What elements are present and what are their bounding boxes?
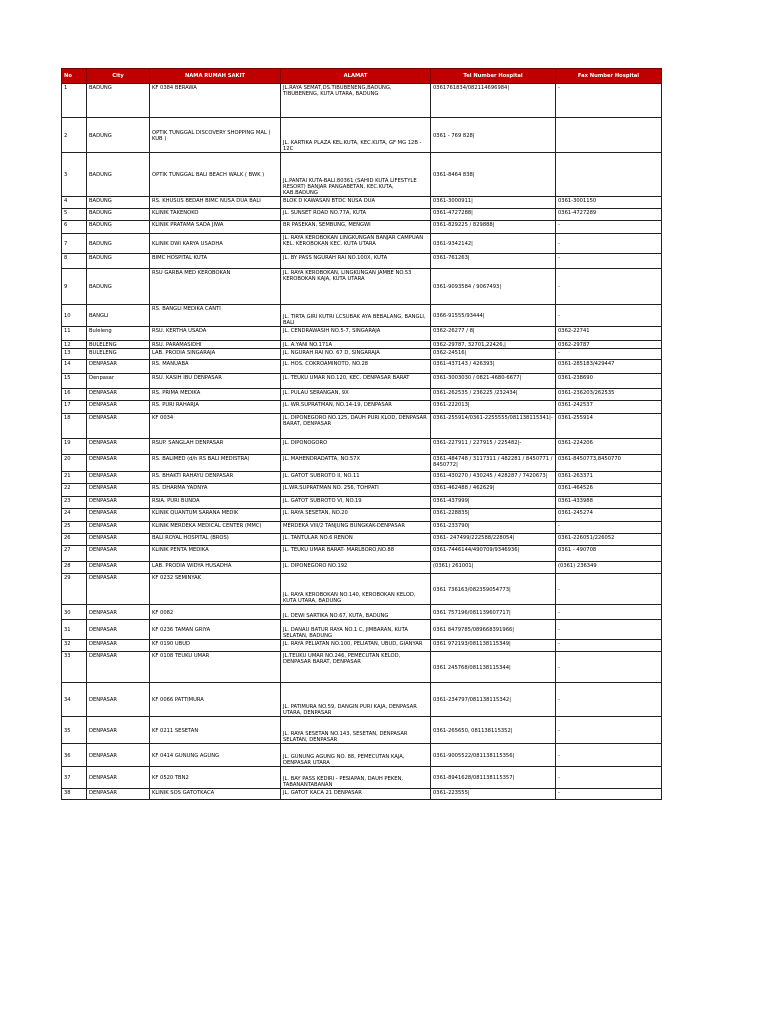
row-city: DENPASAR: [87, 640, 150, 652]
table-row: [62, 118, 662, 153]
table-row: [62, 455, 662, 472]
row-city: BADUNG: [87, 153, 150, 197]
row-city: DENPASAR: [87, 620, 150, 640]
table-row: [62, 254, 662, 269]
row-address: JL. TANTULAR NO.6 RENON: [281, 534, 431, 546]
row-hospital-name: KF 0236 TAMAN GRIYA: [150, 620, 281, 640]
row-tel: 0361-233790|: [431, 522, 556, 534]
row-address: JL.RAYA SEMAT,DS.TIBUBENENG,BADUNG, TIBUBENENG, KUTA UTARA, BADUNG: [281, 84, 431, 118]
row-number: 19: [62, 439, 87, 455]
row-fax: -: [556, 640, 662, 652]
row-city: DENPASAR: [87, 401, 150, 414]
row-address: JL. GATOT KACA 21 DENPASAR: [281, 789, 431, 800]
row-address: JL. HOS. COKROAMINOTO, NO.28: [281, 360, 431, 374]
row-tel: 0362-24516|: [431, 349, 556, 360]
row-city: DENPASAR: [87, 652, 150, 683]
row-address: JL. PULAU SERANGAN, 9X: [281, 389, 431, 401]
row-hospital-name: BIMC HOSPITAL KUTA: [150, 254, 281, 269]
table-row: [62, 209, 662, 221]
table-row: [62, 605, 662, 620]
row-number: 32: [62, 640, 87, 652]
row-address: JL. RAYA SESETAN, NO.20: [281, 509, 431, 522]
hospital-table-sheet: [61, 68, 661, 800]
row-tel: 0361-227911 / 227915 / 225482|-: [431, 439, 556, 455]
row-tel: 0361-234797/081138115342|: [431, 683, 556, 717]
table-row: [62, 574, 662, 605]
row-address: JL. RAYA KEROBOKAN, LINGKUNGAN JAMBE NO.53 KEROBOKAN KAJA, KUTA UTARA: [281, 269, 431, 305]
row-number: 3: [62, 153, 87, 197]
row-address: BR PASEKAN, SEMBUNG, MENGWI: [281, 221, 431, 234]
row-hospital-name: RS. BHAKTI RAHAYU DENPASAR: [150, 472, 281, 484]
row-hospital-name: RS. KHUSUS BEDAH BIMC NUSA DUA BALI: [150, 197, 281, 209]
row-number: 31: [62, 620, 87, 640]
table-row: [62, 84, 662, 118]
row-tel: 0361-222013|: [431, 401, 556, 414]
row-number: 9: [62, 269, 87, 305]
row-city: DENPASAR: [87, 497, 150, 509]
row-tel: 0361-9342142|: [431, 234, 556, 254]
row-city: BADUNG: [87, 197, 150, 209]
table-row: [62, 546, 662, 562]
row-tel: 0362-26277 / 8|: [431, 327, 556, 341]
row-hospital-name: KF 0034: [150, 414, 281, 439]
table-row: [62, 640, 662, 652]
row-address: JL. KARTIKA PLAZA KEL.KUTA, KEC.KUTA, GF MG 12B - 12C: [281, 118, 431, 153]
row-tel: 0361 972193/081138115349|: [431, 640, 556, 652]
row-fax: -: [556, 605, 662, 620]
row-number: 13: [62, 349, 87, 360]
row-fax: -: [556, 84, 662, 118]
row-city: Buleleng: [87, 327, 150, 341]
row-address: JL. DIPONOGORO: [281, 439, 431, 455]
row-address: JL.WR.SUPRATMAN NO. 256, TOHPATI: [281, 484, 431, 497]
row-address: JL. GATOT SUBROTO II, NO.11: [281, 472, 431, 484]
row-tel: 0361-228835|: [431, 509, 556, 522]
row-city: DENPASAR: [87, 683, 150, 717]
row-hospital-name: KLINIK DWI KARYA USADHA: [150, 234, 281, 254]
row-fax: 0361-4727289: [556, 209, 662, 221]
row-fax: -: [556, 789, 662, 800]
row-tel: 0361-437143 / 426393|: [431, 360, 556, 374]
table-row: [62, 620, 662, 640]
row-city: DENPASAR: [87, 360, 150, 374]
row-tel: 0361-9005522/081138115356|: [431, 744, 556, 767]
row-city: DENPASAR: [87, 455, 150, 472]
table-row: [62, 401, 662, 414]
row-fax: 0361-263371: [556, 472, 662, 484]
row-number: 24: [62, 509, 87, 522]
row-hospital-name: LAB. PRODIA SINGARAJA: [150, 349, 281, 360]
row-hospital-name: KF 0232 SEMINYAK: [150, 574, 281, 605]
row-fax: (0361) 236349: [556, 562, 662, 574]
table-row: [62, 767, 662, 789]
row-fax: -: [556, 254, 662, 269]
header-address: ALAMAT: [281, 69, 431, 84]
table-row: [62, 234, 662, 254]
row-city: DENPASAR: [87, 546, 150, 562]
table-row: [62, 221, 662, 234]
row-hospital-name: KLINIK PRATAMA SADA JIWA: [150, 221, 281, 234]
row-number: 18: [62, 414, 87, 439]
row-tel: 0361-3000911|: [431, 197, 556, 209]
row-tel: 0361-7446144/490709/9346936|: [431, 546, 556, 562]
table-row: [62, 374, 662, 389]
row-hospital-name: RS. PURI RAHARJA: [150, 401, 281, 414]
row-tel: 0361-223555|: [431, 789, 556, 800]
row-address: JL. WR.SUPRATMAN, NO.14-19, DENPASAR: [281, 401, 431, 414]
row-address: JL. SUNSET ROAD NO.77A, KUTA: [281, 209, 431, 221]
row-fax: -: [556, 349, 662, 360]
row-city: BADUNG: [87, 221, 150, 234]
row-hospital-name: KF 0384 BERAWA: [150, 84, 281, 118]
row-address: JL. TEUKU UMAR NO.120, KEC. DENPASAR BARAT: [281, 374, 431, 389]
row-fax: -: [556, 744, 662, 767]
row-tel: 0361-437999|: [431, 497, 556, 509]
table-row: [62, 305, 662, 327]
row-number: 11: [62, 327, 87, 341]
row-address: JL. RAYA SESETAN NO.143, SESETAN, DENPASAR SELATAN, DENPASAR: [281, 717, 431, 744]
row-fax: 0361-285183/429447: [556, 360, 662, 374]
row-city: DENPASAR: [87, 439, 150, 455]
row-hospital-name: KF 0108 TEUKU UMAR: [150, 652, 281, 683]
row-hospital-name: RS. BALIMED (d/h RS BALI MEDISTRA): [150, 455, 281, 472]
row-hospital-name: RS. DHARMA YADNYA: [150, 484, 281, 497]
row-hospital-name: KLINIK SOS GATOTKACA: [150, 789, 281, 800]
row-number: 20: [62, 455, 87, 472]
row-fax: 0361-224206: [556, 439, 662, 455]
header-city: City: [87, 69, 150, 84]
row-hospital-name: KF 0082: [150, 605, 281, 620]
table-row: [62, 269, 662, 305]
row-fax: -: [556, 574, 662, 605]
row-tel: 0361-9093584 / 9067493|: [431, 269, 556, 305]
header-no: No: [62, 69, 87, 84]
row-number: 36: [62, 744, 87, 767]
row-city: BADUNG: [87, 209, 150, 221]
row-number: 7: [62, 234, 87, 254]
row-tel: 0361-8941628/081138115357|: [431, 767, 556, 789]
row-fax: 0361-238690: [556, 374, 662, 389]
row-address: JL. TEUKU UMAR BARAT- MARLBORO,NO.88: [281, 546, 431, 562]
row-address: JL. DIPONEGORO NO.192: [281, 562, 431, 574]
row-hospital-name: RSUP. SANGLAH DENPASAR: [150, 439, 281, 455]
row-number: 34: [62, 683, 87, 717]
row-city: DENPASAR: [87, 605, 150, 620]
table-row: [62, 683, 662, 717]
row-hospital-name: KLINIK PENTA MEDIKA: [150, 546, 281, 562]
row-tel: 0361-3003030 / 0821-4680-6677|: [431, 374, 556, 389]
table-row: [62, 789, 662, 800]
row-tel: 0361 - 769 828|: [431, 118, 556, 153]
hospital-table: [61, 68, 662, 800]
row-tel: 0361 736163/082359054773|: [431, 574, 556, 605]
row-number: 12: [62, 341, 87, 349]
row-address: JL. A.YANI NO.171A: [281, 341, 431, 349]
row-city: DENPASAR: [87, 744, 150, 767]
table-row: [62, 562, 662, 574]
table-row: [62, 744, 662, 767]
row-city: DENPASAR: [87, 509, 150, 522]
row-fax: -: [556, 269, 662, 305]
row-city: DENPASAR: [87, 767, 150, 789]
row-address: JL. TIRTA GIRI KUTRI LCSUBAK AYA BEBALANG, BANGLI, BALI: [281, 305, 431, 327]
row-address: JL. RAYA KEROBOKAN NO.140, KEROBOKAN KELOD, KUTA UTARA, BADUNG: [281, 574, 431, 605]
row-tel: 0361761834/082114696984|: [431, 84, 556, 118]
table-row: [62, 497, 662, 509]
row-city: DENPASAR: [87, 522, 150, 534]
row-address: JL.PANTAI KUTA-BALI.80361 (SAHID KUTA LIFESTYLE RESORT) BANJAR PANGABETAN, KEC.KUTA, KAB.BADUNG: [281, 153, 431, 197]
row-tel: 0361-8464 838|: [431, 153, 556, 197]
row-fax: 0361-255914: [556, 414, 662, 439]
row-hospital-name: RSIA. PURI BUNDA: [150, 497, 281, 509]
row-fax: -: [556, 767, 662, 789]
row-fax: 0361-464526: [556, 484, 662, 497]
row-address: JL. RAYA KEROBOKAN LINGKUNGAN BANJAR CAMPUAN KEL. KEROBOKAN KEC. KUTA UTARA: [281, 234, 431, 254]
table-row: [62, 389, 662, 401]
table-row: [62, 414, 662, 439]
table-row: [62, 472, 662, 484]
row-address: JL. PATIMURA NO.59, DANGIN PURI KAJA, DENPASAR UTARA, DENPASAR: [281, 683, 431, 717]
row-number: 38: [62, 789, 87, 800]
row-tel: 0361-265650, 081138115352|: [431, 717, 556, 744]
row-number: 26: [62, 534, 87, 546]
row-fax: -: [556, 234, 662, 254]
row-tel: 0361-4727288|: [431, 209, 556, 221]
row-tel: 0361-484748 / 3117311 / 482281 / 8450771 / 8450772|: [431, 455, 556, 472]
table-header: [62, 69, 662, 84]
row-fax: [556, 118, 662, 153]
row-city: BANGLI: [87, 305, 150, 327]
row-tel: 0361 245768/081138115344|: [431, 652, 556, 683]
row-number: 23: [62, 497, 87, 509]
row-tel: 0361 8479785/089668391966|: [431, 620, 556, 640]
row-hospital-name: RS. MANUABA: [150, 360, 281, 374]
row-address: JL. CENDRAWASIH NO.5-7, SINGARAJA: [281, 327, 431, 341]
row-number: 35: [62, 717, 87, 744]
row-number: 5: [62, 209, 87, 221]
header-hospital-name: NAMA RUMAH SAKIT: [150, 69, 281, 84]
table-row: [62, 652, 662, 683]
table-row: [62, 327, 662, 341]
row-hospital-name: RSU. PARAMASIDHI: [150, 341, 281, 349]
header-tel: Tel Number Hospital: [431, 69, 556, 84]
row-hospital-name: KLINIK QUANTUM SARANA MEDIK: [150, 509, 281, 522]
row-tel: 0361- 247499/222588/228054|: [431, 534, 556, 546]
row-fax: -: [556, 620, 662, 640]
table-row: [62, 197, 662, 209]
row-number: 28: [62, 562, 87, 574]
row-city: DENPASAR: [87, 389, 150, 401]
header-row: [62, 69, 662, 84]
row-tel: 0361 757196/081139607717|: [431, 605, 556, 620]
row-fax: 0361-3001150: [556, 197, 662, 209]
row-city: DENPASAR: [87, 789, 150, 800]
row-fax: -: [556, 683, 662, 717]
row-city: BADUNG: [87, 234, 150, 254]
row-fax: -: [556, 522, 662, 534]
row-tel: 0362-29787, 32701,22426,|: [431, 341, 556, 349]
row-fax: 0361-8450773,8450770: [556, 455, 662, 472]
row-hospital-name: LAB. PRODIA WIDYA HUSADHA: [150, 562, 281, 574]
row-tel: 0361-829225 / 829888|: [431, 221, 556, 234]
row-city: DENPASAR: [87, 472, 150, 484]
row-address: JL. DEWI SARTIKA NO.67, KUTA, BADUNG: [281, 605, 431, 620]
row-tel: 0361-462488 / 462629|: [431, 484, 556, 497]
row-hospital-name: KF 0414 GUNUNG AGUNG: [150, 744, 281, 767]
row-address: JL. BY PASS NGURAH RAI NO.100X, KUTA: [281, 254, 431, 269]
row-city: BADUNG: [87, 84, 150, 118]
row-tel: 0361-262535 / 236225 /232434|: [431, 389, 556, 401]
row-hospital-name: OPTIK TUNGGAL DISCOVERY SHOPPING MAL ( KUB ): [150, 118, 281, 153]
header-fax: Fax Number Hospital: [556, 69, 662, 84]
row-city: BADUNG: [87, 118, 150, 153]
table-row: [62, 341, 662, 349]
row-address: BLOK D KAWASAN BTDC NUSA DUA: [281, 197, 431, 209]
row-address: JL.TEUKU UMAR NO.246, PEMECUTAN KELOD, DENPASAR BARAT, DENPASAR: [281, 652, 431, 683]
row-number: 1: [62, 84, 87, 118]
table-body: [62, 84, 662, 800]
row-fax: -: [556, 717, 662, 744]
row-number: 6: [62, 221, 87, 234]
row-address: JL. MAHENDRADATTA, NO.57X: [281, 455, 431, 472]
row-hospital-name: KLINIK TAKENOKO: [150, 209, 281, 221]
row-number: 30: [62, 605, 87, 620]
row-number: 4: [62, 197, 87, 209]
row-number: 16: [62, 389, 87, 401]
row-fax: 0361-433988: [556, 497, 662, 509]
row-number: 17: [62, 401, 87, 414]
table-row: [62, 439, 662, 455]
row-hospital-name: KF 0211 SESETAN: [150, 717, 281, 744]
row-number: 22: [62, 484, 87, 497]
row-number: 21: [62, 472, 87, 484]
row-number: 10: [62, 305, 87, 327]
row-number: 14: [62, 360, 87, 374]
row-hospital-name: BALI ROYAL HOSPITAL (BROS): [150, 534, 281, 546]
row-fax: 0362-29787: [556, 341, 662, 349]
row-city: BULELENG: [87, 341, 150, 349]
row-fax: [556, 153, 662, 197]
row-hospital-name: RS. BANGLI MEDIKA CANTI: [150, 305, 281, 327]
row-city: DENPASAR: [87, 414, 150, 439]
row-city: DENPASAR: [87, 534, 150, 546]
row-fax: -: [556, 305, 662, 327]
table-row: [62, 153, 662, 197]
row-address: JL. GUNUNG AGUNG NO. 88, PEMECUTAN KAJA, DENPASAR UTARA: [281, 744, 431, 767]
row-tel: (0361) 261001|: [431, 562, 556, 574]
table-row: [62, 509, 662, 522]
row-number: 15: [62, 374, 87, 389]
row-address: JL. DANAU BATUR RAYA NO.1 C, JIMBARAN, KUTA SELATAN, BADUNG: [281, 620, 431, 640]
row-hospital-name: KF 0520 TBN2: [150, 767, 281, 789]
row-hospital-name: RSU. KASIH IBU DENPASAR: [150, 374, 281, 389]
row-hospital-name: KF 0190 UBUD: [150, 640, 281, 652]
row-tel: 0366-91555/93444|: [431, 305, 556, 327]
row-fax: 0362-22741: [556, 327, 662, 341]
row-hospital-name: KF 0066 PATTIMURA: [150, 683, 281, 717]
row-number: 8: [62, 254, 87, 269]
table-row: [62, 717, 662, 744]
row-number: 27: [62, 546, 87, 562]
row-tel: 0361-430270 / 430245 / 428287 / 7420673|: [431, 472, 556, 484]
row-city: Denpasar: [87, 374, 150, 389]
row-number: 29: [62, 574, 87, 605]
row-number: 2: [62, 118, 87, 153]
row-number: 37: [62, 767, 87, 789]
table-row: [62, 534, 662, 546]
row-fax: -: [556, 652, 662, 683]
row-hospital-name: RSU. KERTHA USADA: [150, 327, 281, 341]
row-number: 33: [62, 652, 87, 683]
row-city: DENPASAR: [87, 717, 150, 744]
row-city: DENPASAR: [87, 562, 150, 574]
row-fax: 0361-236203/262535: [556, 389, 662, 401]
row-city: DENPASAR: [87, 574, 150, 605]
table-row: [62, 484, 662, 497]
row-address: JL. GATOT SUBROTO VI, NO.19: [281, 497, 431, 509]
row-hospital-name: OPTIK TUNGGAL BALI BEACH WALK ( BWK ): [150, 153, 281, 197]
row-hospital-name: KLINIK MERDEKA MEDICAL CENTER (MMC): [150, 522, 281, 534]
row-fax: 0361-245274: [556, 509, 662, 522]
row-fax: 0361-226051/226052: [556, 534, 662, 546]
row-address: MERDEKA VIII/2 TANJUNG BUNGKAK-DENPASAR: [281, 522, 431, 534]
table-row: [62, 360, 662, 374]
row-address: JL. RAYA PELIATAN NO.100, PELIATAN, UBUD, GIANYAR: [281, 640, 431, 652]
row-hospital-name: RSU GARBA MED KEROBOKAN: [150, 269, 281, 305]
row-tel: 0361-255914/0361-2255555/081138115341|-: [431, 414, 556, 439]
row-address: JL. DIPONEGORO NO.125, DAUH PURI KLOD, DENPASAR BARAT, DENPASAR: [281, 414, 431, 439]
row-hospital-name: RS. PRIMA MEDIKA: [150, 389, 281, 401]
row-fax: 0361-242537: [556, 401, 662, 414]
row-address: JL. BAY PASS KEDIRI - PESIAPAN, DAUH PEKEN, TABANANTABANAN: [281, 767, 431, 789]
row-number: 25: [62, 522, 87, 534]
row-tel: 0361-761263|: [431, 254, 556, 269]
row-fax: -: [556, 221, 662, 234]
row-city: DENPASAR: [87, 484, 150, 497]
row-city: BADUNG: [87, 269, 150, 305]
row-city: BULELENG: [87, 349, 150, 360]
row-city: BADUNG: [87, 254, 150, 269]
table-row: [62, 522, 662, 534]
row-fax: 0361 - 490708: [556, 546, 662, 562]
table-row: [62, 349, 662, 360]
row-address: JL. NGURAH RAI NO. 67 D, SINGARAJA: [281, 349, 431, 360]
